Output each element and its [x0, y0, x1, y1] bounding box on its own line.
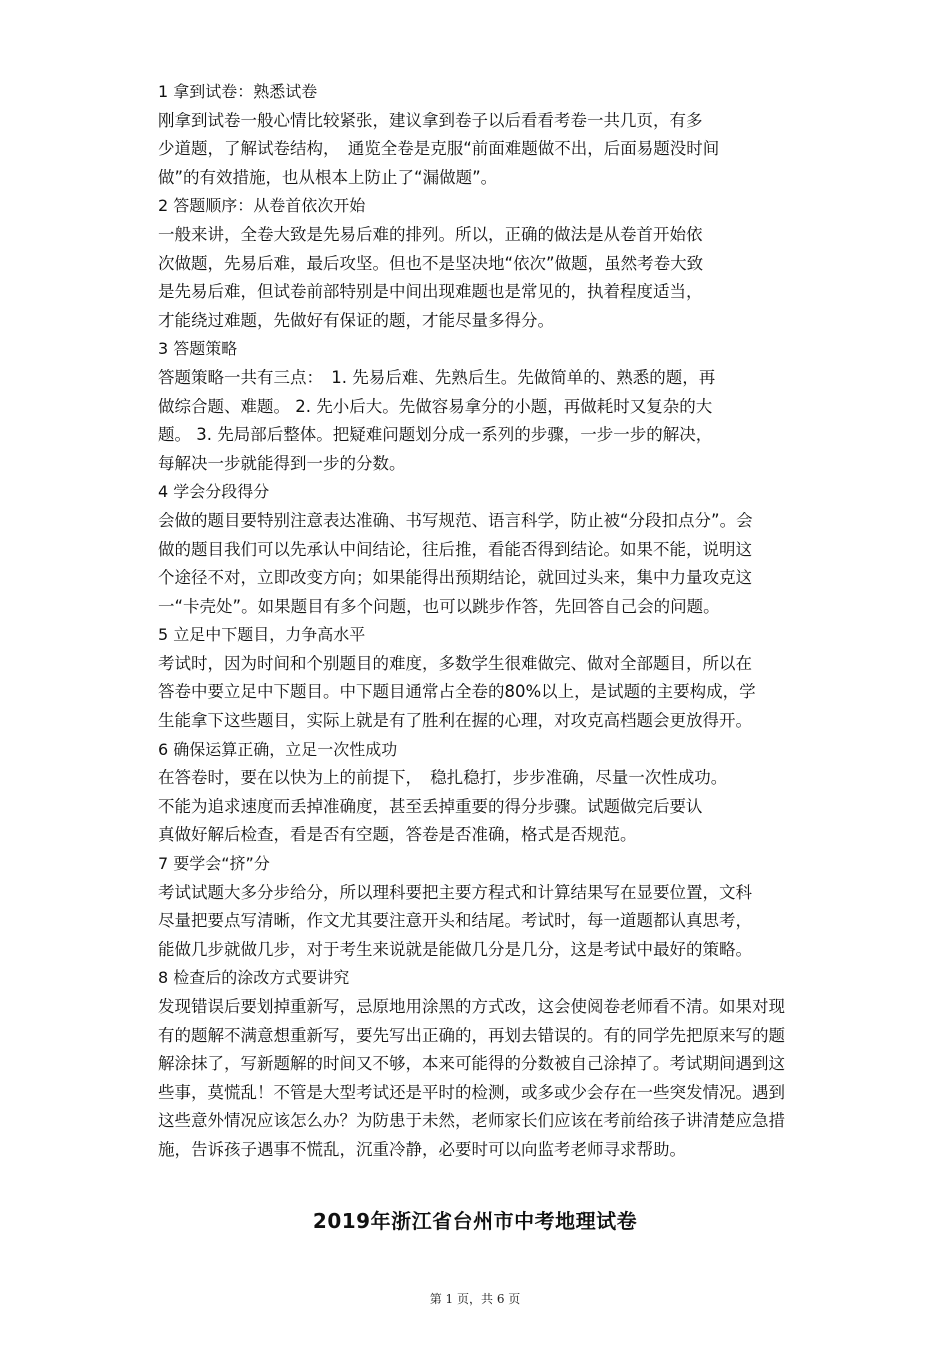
paragraph-line: 在答卷时，要在以快为上的前提下， 稳扎稳打，步步准确，尽量一次性成功。	[158, 768, 728, 788]
paragraph-line: 个途径不对，立即改变方向；如果能得出预期结论，就回过头来，集中力量攻克这	[158, 568, 752, 588]
section-heading: 4 学会分段得分	[158, 482, 270, 502]
section-heading: 5 立足中下题目，力争高水平	[158, 625, 366, 645]
paragraph-line: 些事，莫慌乱！不管是大型考试还是平时的检测，或多或少会存在一些突发情况。遇到	[158, 1082, 785, 1102]
paragraph-line: 一般来讲，全卷大致是先易后难的排列。所以，正确的做法是从卷首开始依	[158, 224, 703, 244]
paragraph-line: 考试时，因为时间和个别题目的难度，多数学生很难做完、做对全部题目，所以在	[158, 653, 752, 673]
paragraph-line: 会做的题目要特别注意表达准确、书写规范、语言科学，防止被“分段扣点分”。会	[158, 510, 753, 530]
paragraph-line: 是先易后难，但试卷前部特别是中间出现难题也是常见的，执着程度适当，	[158, 282, 703, 302]
paragraph-line: 生能拿下这些题目，实际上就是有了胜利在握的心理，对攻克高档题会更放得开。	[158, 711, 752, 731]
paragraph-line: 少道题，了解试卷结构， 通览全卷是克服“前面难题做不出，后面易题没时间	[158, 139, 720, 159]
paragraph-line: 有的题解不满意想重新写，要先写出正确的，再划去错误的。有的同学先把原来写的题	[158, 1025, 785, 1045]
paragraph-line: 考试试题大多分步给分，所以理科要把主要方程式和计算结果写在显要位置，文科	[158, 882, 752, 902]
paragraph-line: 答卷中要立足中下题目。中下题目通常占全卷的80%以上，是试题的主要构成，学	[158, 682, 756, 702]
section-heading: 2 答题顺序：从卷首依次开始	[158, 196, 366, 216]
paragraph-line: 题。 3. 先局部后整体。把疑难问题划分成一系列的步骤，一步一步的解决，	[158, 425, 713, 445]
paragraph-line: 不能为追求速度而丢掉准确度，甚至丢掉重要的得分步骤。试题做完后要认	[158, 796, 703, 816]
paragraph-line: 解涂抹了，写新题解的时间又不够，本来可能得的分数被自己涂掉了。考试期间遇到这	[158, 1054, 785, 1074]
paragraph-line: 真做好解后检查，看是否有空题，答卷是否准确，格式是否规范。	[158, 825, 637, 845]
paragraph-line: 发现错误后要划掉重新写，忌原地用涂黑的方式改，这会使阅卷老师看不清。如果对现	[158, 997, 785, 1016]
section-heading: 8 检查后的涂改方式要讲究	[158, 968, 350, 988]
paragraph-line: 能做几步就做几步，对于考生来说就是能做几分是几分，这是考试中最好的策略。	[158, 939, 752, 959]
section-heading: 6 确保运算正确，立足一次性成功	[158, 739, 398, 759]
section-heading: 3 答题策略	[158, 339, 238, 359]
section-heading: 1 拿到试卷：熟悉试卷	[158, 82, 318, 101]
paragraph-line: 施，告诉孩子遇事不慌乱，沉重冷静，必要时可以向监考老师寻求帮助。	[158, 1139, 686, 1159]
exam-title: 2019年浙江省台州市中考地理试卷	[312, 1209, 638, 1233]
paragraph-line: 做的题目我们可以先承认中间结论，往后推，看能否得到结论。如果不能，说明这	[158, 539, 752, 559]
paragraph-line: 一“卡壳处”。如果题目有多个问题，也可以跳步作答，先回答自己会的问题。	[158, 596, 720, 616]
paragraph-line: 次做题，先易后难，最后攻坚。但也不是坚决地“依次”做题，虽然考卷大致	[158, 253, 704, 273]
paragraph-line: 答题策略一共有三点： 1. 先易后难、先熟后生。先做简单的、熟悉的题，再	[158, 367, 716, 387]
paragraph-line: 做综合题、难题。 2. 先小后大。先做容易拿分的小题，再做耗时又复杂的大	[158, 396, 713, 416]
exam-tips-body	[158, 78, 808, 1165]
paragraph-line: 尽量把要点写清晰，作文尤其要注意开头和结尾。考试时，每一道题都认真思考，	[158, 911, 752, 931]
paragraph-line: 每解决一步就能得到一步的分数。	[158, 453, 406, 473]
paragraph-line: 才能绕过难题，先做好有保证的题，才能尽量多得分。	[158, 310, 554, 330]
paragraph-line: 做”的有效措施，也从根本上防止了“漏做题”。	[158, 167, 498, 187]
paragraph-line: 这些意外情况应该怎么办？为防患于未然，老师家长们应该在考前给孩子讲清楚应急措	[158, 1111, 785, 1131]
section-heading: 7 要学会“挤”分	[158, 854, 270, 874]
page-footer: 第 1 页，共 6 页	[429, 1292, 521, 1306]
paragraph-line: 刚拿到试卷一般心情比较紧张，建议拿到卷子以后看看考卷一共几页，有多	[158, 110, 703, 130]
